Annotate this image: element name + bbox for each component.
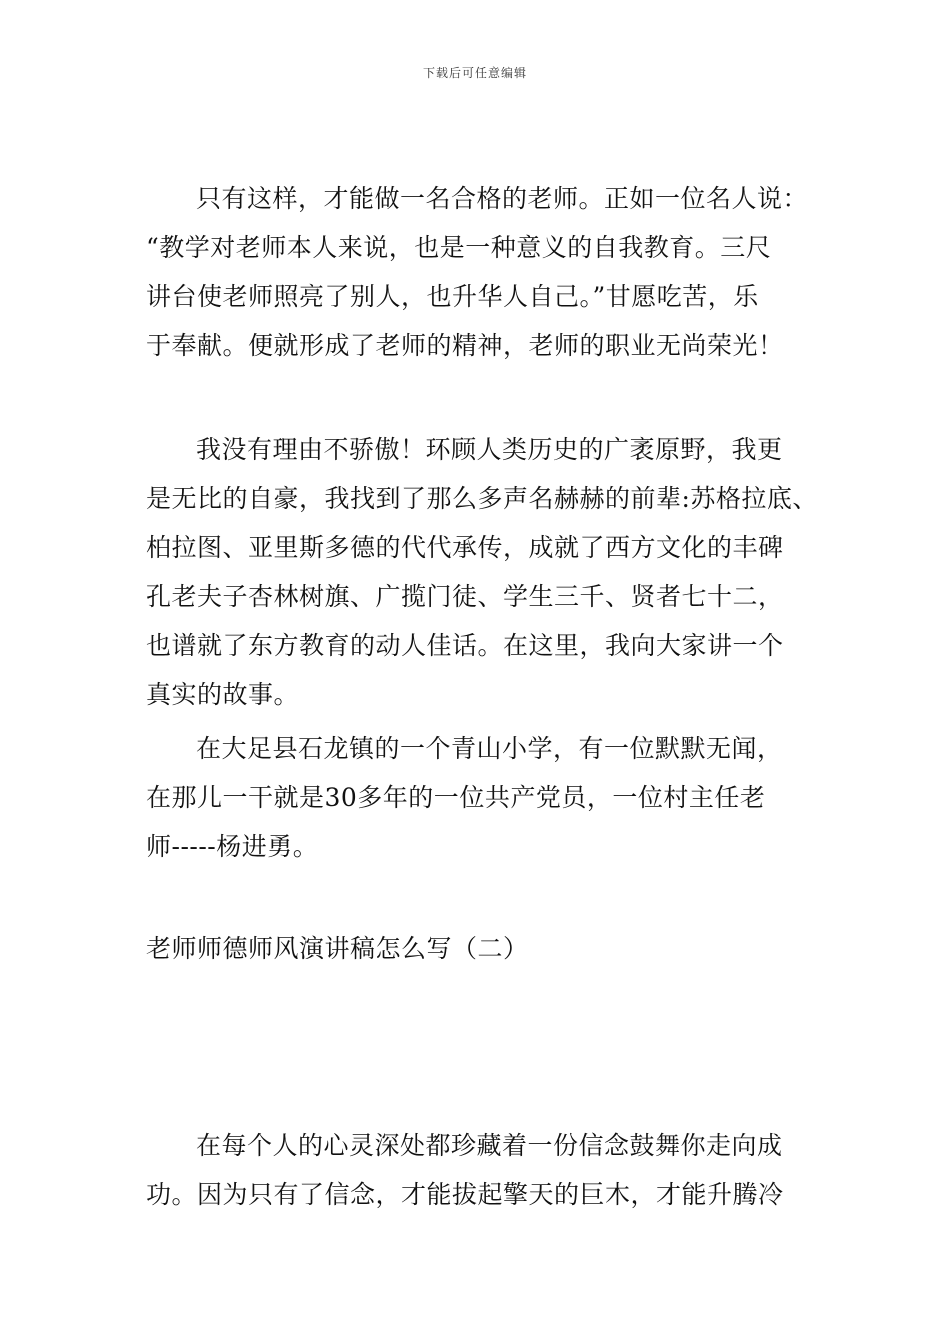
paragraph-line: 在那儿一干就是30多年的一位共产党员，一位村主任老 bbox=[146, 783, 766, 812]
paragraph-line: 柏拉图、亚里斯多德的代代承传，成就了西方文化的丰碑 bbox=[146, 533, 784, 562]
page-header: 下载后可任意编辑 bbox=[422, 66, 527, 80]
paragraph-line: 师-----杨进勇。 bbox=[146, 832, 319, 861]
paragraph-line: 是无比的自豪，我找到了那么多声名赫赫的前辈:苏格拉底、 bbox=[146, 484, 818, 513]
paragraph-line: 于奉献。便就形成了老师的精神，老师的职业无尚荣光！ bbox=[146, 331, 784, 360]
paragraph-1 bbox=[146, 174, 836, 370]
paragraph-line: 只有这样，才能做一名合格的老师。正如一位名人说： bbox=[196, 184, 809, 213]
paragraph-line: 真实的故事。 bbox=[146, 680, 300, 709]
paragraph-line: 我没有理由不骄傲！环顾人类历史的广袤原野，我更 bbox=[196, 435, 783, 464]
paragraph-2 bbox=[146, 425, 836, 719]
section-heading: 老师师德师风演讲稿怎么写（二） bbox=[146, 934, 529, 963]
paragraph-line: 也谱就了东方教育的动人佳话。在这里，我向大家讲一个 bbox=[146, 631, 784, 660]
paragraph-line: 在每个人的心灵深处都珍藏着一份信念鼓舞你走向成 bbox=[196, 1131, 783, 1160]
paragraph-line: “教学对老师本人来说，也是一种意义的自我教育。三尺 bbox=[146, 233, 772, 262]
paragraph-3 bbox=[146, 724, 836, 871]
paragraph-4 bbox=[146, 1121, 836, 1219]
paragraph-line: 孔老夫子杏林树旗、广揽门徒、学生三千、贤者七十二， bbox=[146, 582, 784, 611]
paragraph-line: 在大足县石龙镇的一个青山小学，有一位默默无闻， bbox=[196, 734, 783, 763]
paragraph-line: 功。因为只有了信念，才能拔起擎天的巨木，才能升腾冷 bbox=[146, 1180, 784, 1209]
paragraph-line: 讲台使老师照亮了别人，也升华人自己。”甘愿吃苦，乐 bbox=[146, 282, 759, 311]
